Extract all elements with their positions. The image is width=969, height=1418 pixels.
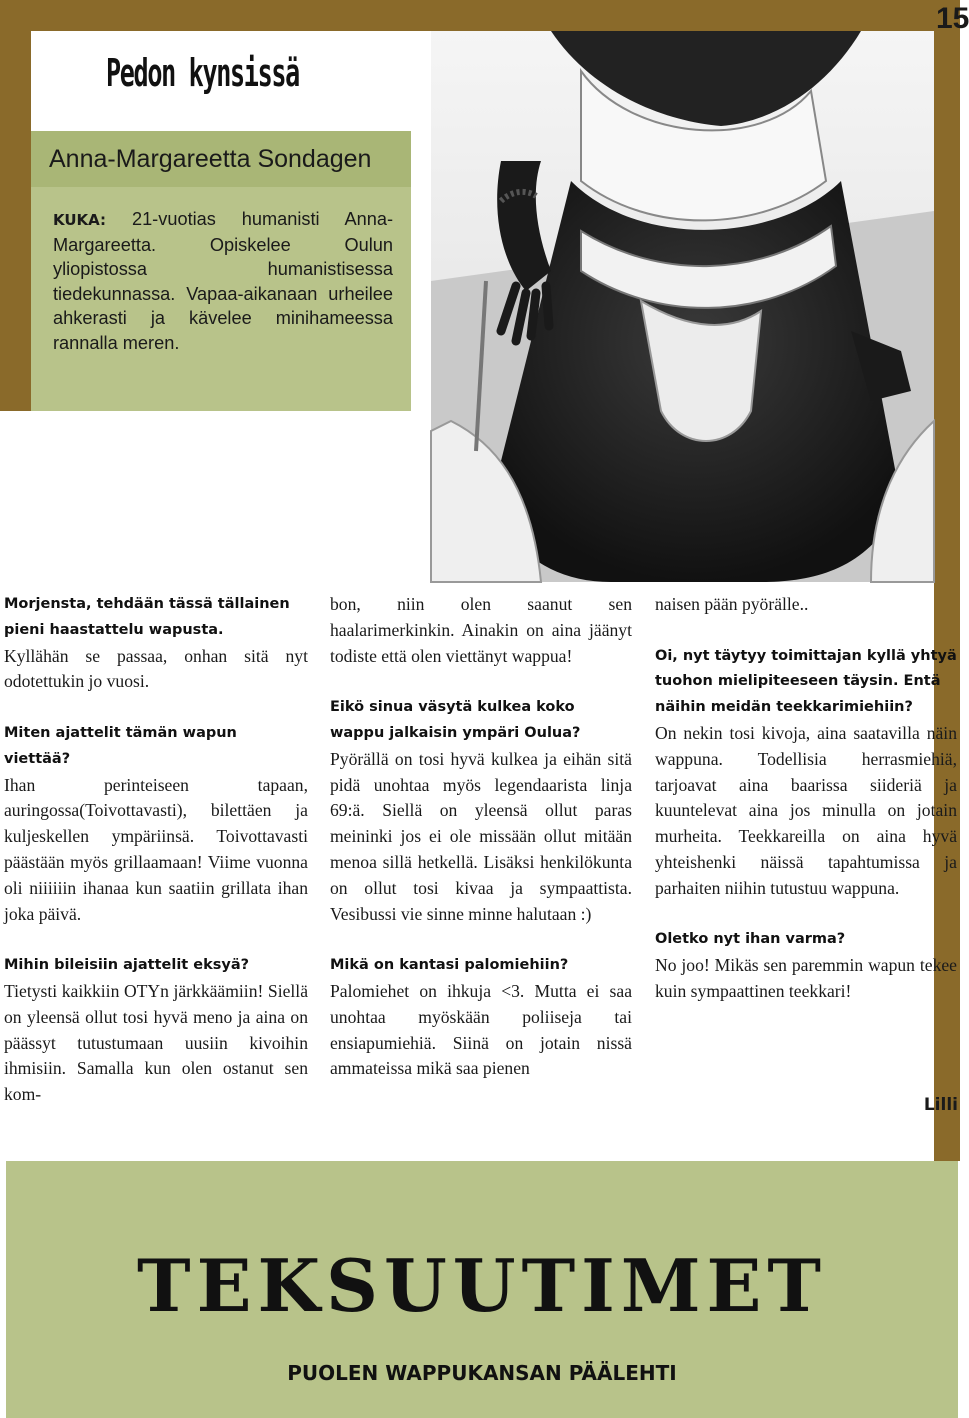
article-column-3 [655,592,957,1005]
interview-answer: naisen pään pyörälle.. [655,594,809,614]
interview-answer: Pyörällä on tosi hyvä kulkea ja eihän sitä pidä unohtaa myös legendaarista linja 69:ä. Siellä on yleensä ollut paras meininki jos ei ole missään ollut mitään menoa sillä hetkellä. Lisäksi henkilökunta on ollut tosi kivaa ja sympaattista. Vesibussi vie sinne minne halutaan :) [330,748,632,924]
article-column-1 [4,592,308,1108]
profile-description: 21-vuotias humanisti Anna-Margareetta. Opiskelee Oulun yliopistossa humanistisessa tiedekunnassa. Vapaa-aikanaan urheilee ahkerasti ja kävelee minihameessa rannalla meren. [53,209,393,353]
interview-answer: On nekin tosi kivoja, aina saatavilla näin wappuna. Todellisia herrasmiehiä, tarjoavat aina baarissa siideriä ja kuuntelevat aina jos minulla on jotain murheita. Teekkareilla on aina hyvä yhteishenki näissä tapahtumissa ja parhaiten niihin tutustuu wappuna. [655,722,957,898]
profile-label: KUKA: [53,211,107,229]
photo [431,31,934,582]
interview-answer: Kyllähän se passaa, onhan sitä nyt odotettukin jo vuosi. [4,645,308,692]
top-bar [0,0,960,31]
interview-question: Mihin bileisiin ajattelit eksyä? [4,957,250,974]
publication-title: TEKSUUTIMET [136,1243,828,1328]
interview-answer: Palomiehet on ihkuja <3. Mutta ei saa unohtaa myöskään poliiseja tai ensiapumiehiä. Siinä on jotain nissä ammateissa mikä saa pienen [330,980,632,1079]
interview-question: Morjensta, tehdään tässä tällainen pieni haastattelu wapusta. [4,596,290,638]
interview-question: Mikä on kantasi palomiehiin? [330,957,569,974]
profile-text [53,207,393,355]
photo-illustration [431,31,934,582]
footer-banner [6,1161,958,1418]
interview-question: Oletko nyt ihan varma? [655,931,846,948]
profile-box [31,131,411,411]
title-block [31,31,411,131]
page-number: 15 [936,2,969,35]
section-title: Pedon kynsissä [106,51,299,95]
interview-question: Eikö sinua väsytä kulkea koko wappu jalkaisin ympäri Oulua? [330,699,581,741]
interview-answer: Tietysti kaikkiin OTYn järkkäämiin! Siellä on yleensä ollut tosi hyvä meno ja aina on päässyt tutustumaan uusiin kivoihin ihmisiin. Samalla kun olen ostanut sen kom- [4,980,308,1105]
interview-question: Oi, nyt täytyy toimittajan kyllä yhtyä tuohon mielipiteeseen täysin. Entä näihin meidän teekkarimiehiin? [655,647,957,716]
publication-subtitle: PUOLEN WAPPUKANSAN PÄÄLEHTI [287,1361,677,1385]
author-name: Anna-Margareetta Sondagen [49,145,372,173]
interview-answer: Ihan perinteiseen tapaan, auringossa(Toivottavasti), bilettäen ja kuljeskellen ympäriinsä. Toivottavasti päästään myös grillaamaan! Viime vuonna oli niiiiiin ihanaa kun saatiin grillata ihan joka päivä. [4,774,308,924]
interview-answer: No joo! Mikäs sen paremmin wapun tekee kuin sympaattinen teekkari! [655,955,957,1001]
article-column-2 [330,592,632,1082]
author-signature: Lilli [923,1095,958,1115]
left-decor-stripe [0,31,31,411]
interview-answer: bon, niin olen saanut sen haalarimerkinkin. Ainakin on aina jäänyt todiste että olen viettänyt wappua! [330,594,632,666]
interview-question: Miten ajattelit tämän wapun viettää? [4,724,237,767]
author-band [31,131,411,187]
